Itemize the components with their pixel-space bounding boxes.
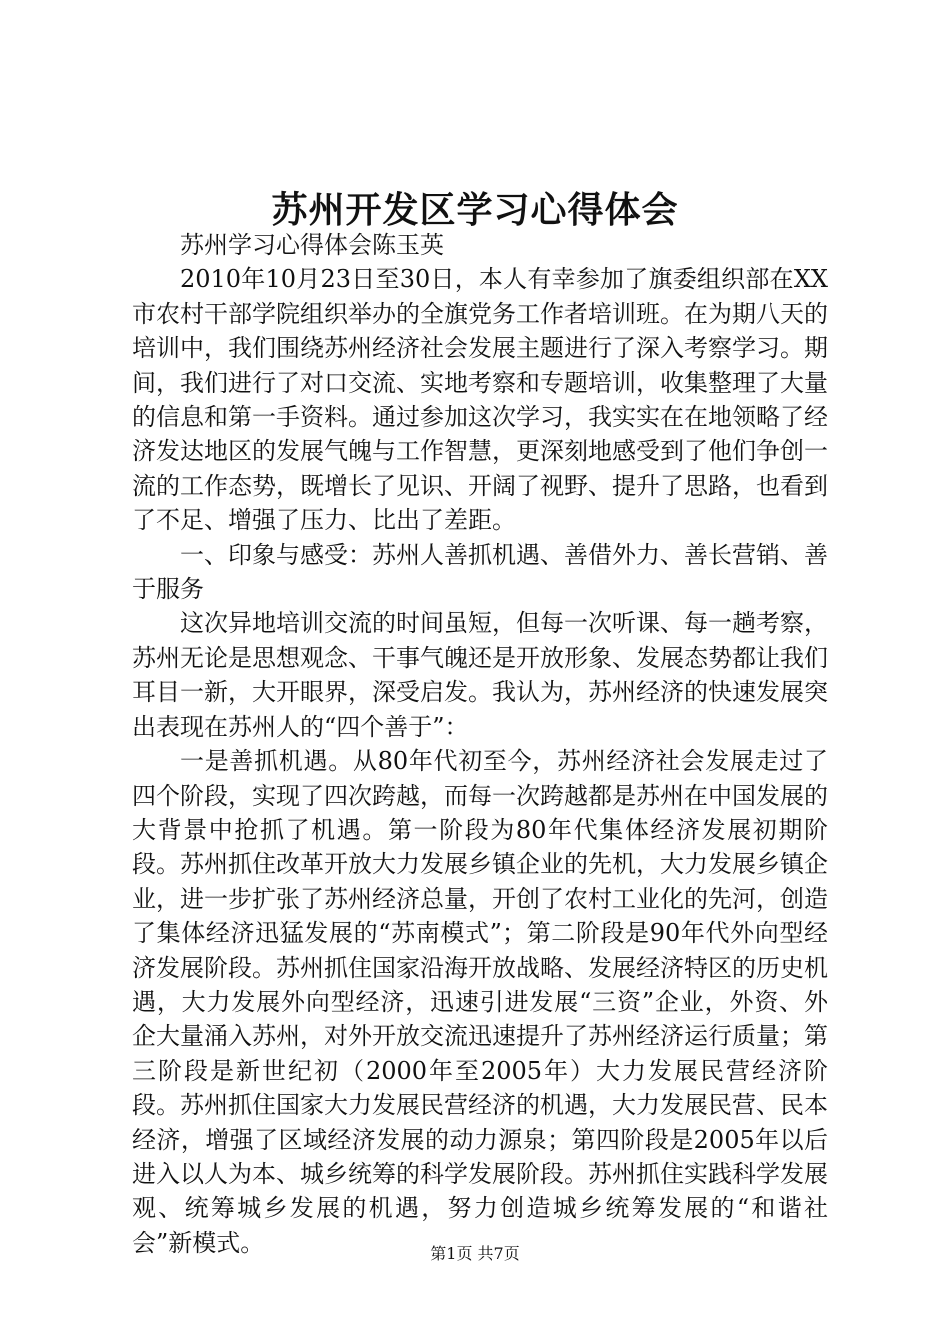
author-line: 苏州学习心得体会陈玉英 [180,231,444,259]
paragraph: 2010年10月23日至30日，本人有幸参加了旗委组织部在XX市农村干部学院组织举办的全旗党务工作者培训班。在为期八天的培训中，我们围绕苏州经济社会发展主题进行了深入考察学习。期间，我们进行了对口交流、实地考察和专题培训，收集整理了大量的信息和第一手资料。通过参加这次学习，我实实在在地领略了经济发达地区的发展气魄与工作智慧，更深刻地感受到了他们争创一流的工作态势，既增长了见识、开阔了视野、提升了思路，也看到了不足、增强了压力、比出了差距。 [132,265,828,535]
paragraph: 一是善抓机遇。从80年代初至今，苏州经济社会发展走过了四个阶段，实现了四次跨越，而每一次跨越都是苏州在中国发展的大背景中抢抓了机遇。第一阶段为80年代集体经济发展初期阶段。苏州抓住改革开放大力发展乡镇企业的先机，大力发展乡镇企业，进一步扩张了苏州经济总量，开创了农村工业化的先河，创造了集体经济迅猛发展的“苏南模式”；第二阶段是90年代外向型经济发展阶段。苏州抓住国家沿海开放战略、发展经济特区的历史机遇，大力发展外向型经济，迅速引进发展“三资”企业，外资、外企大量涌入苏州，对外开放交流迅速提升了苏州经济运行质量；第三阶段是新世纪初（2000年至2005年）大力发展民营经济阶段。苏州抓住国家大力发展民营经济的机遇，大力发展民营、民本经济，增强了区域经济发展的动力源泉；第四阶段是2005年以后进入以人为本、城乡统筹的科学发展阶段。苏州抓住实践科学发展观、统筹城乡发展的机遇，努力创造城乡统筹发展的“和谐社会”新模式。 [132,747,828,1257]
paragraph: 这次异地培训交流的时间虽短，但每一次听课、每一趟考察，苏州无论是思想观念、干事气魄还是开放形象、发展态势都让我们耳目一新，大开眼界，深受启发。我认为，苏州经济的快速发展突出表现在苏州人的“四个善于”： [132,609,828,741]
page-number-footer: 第1页 共7页 [430,1244,520,1263]
section-heading: 一、印象与感受：苏州人善抓机遇、善借外力、善长营销、善于服务 [132,540,828,604]
document-body [132,228,828,1260]
document-title: 苏州开发区学习心得体会 [271,189,679,231]
